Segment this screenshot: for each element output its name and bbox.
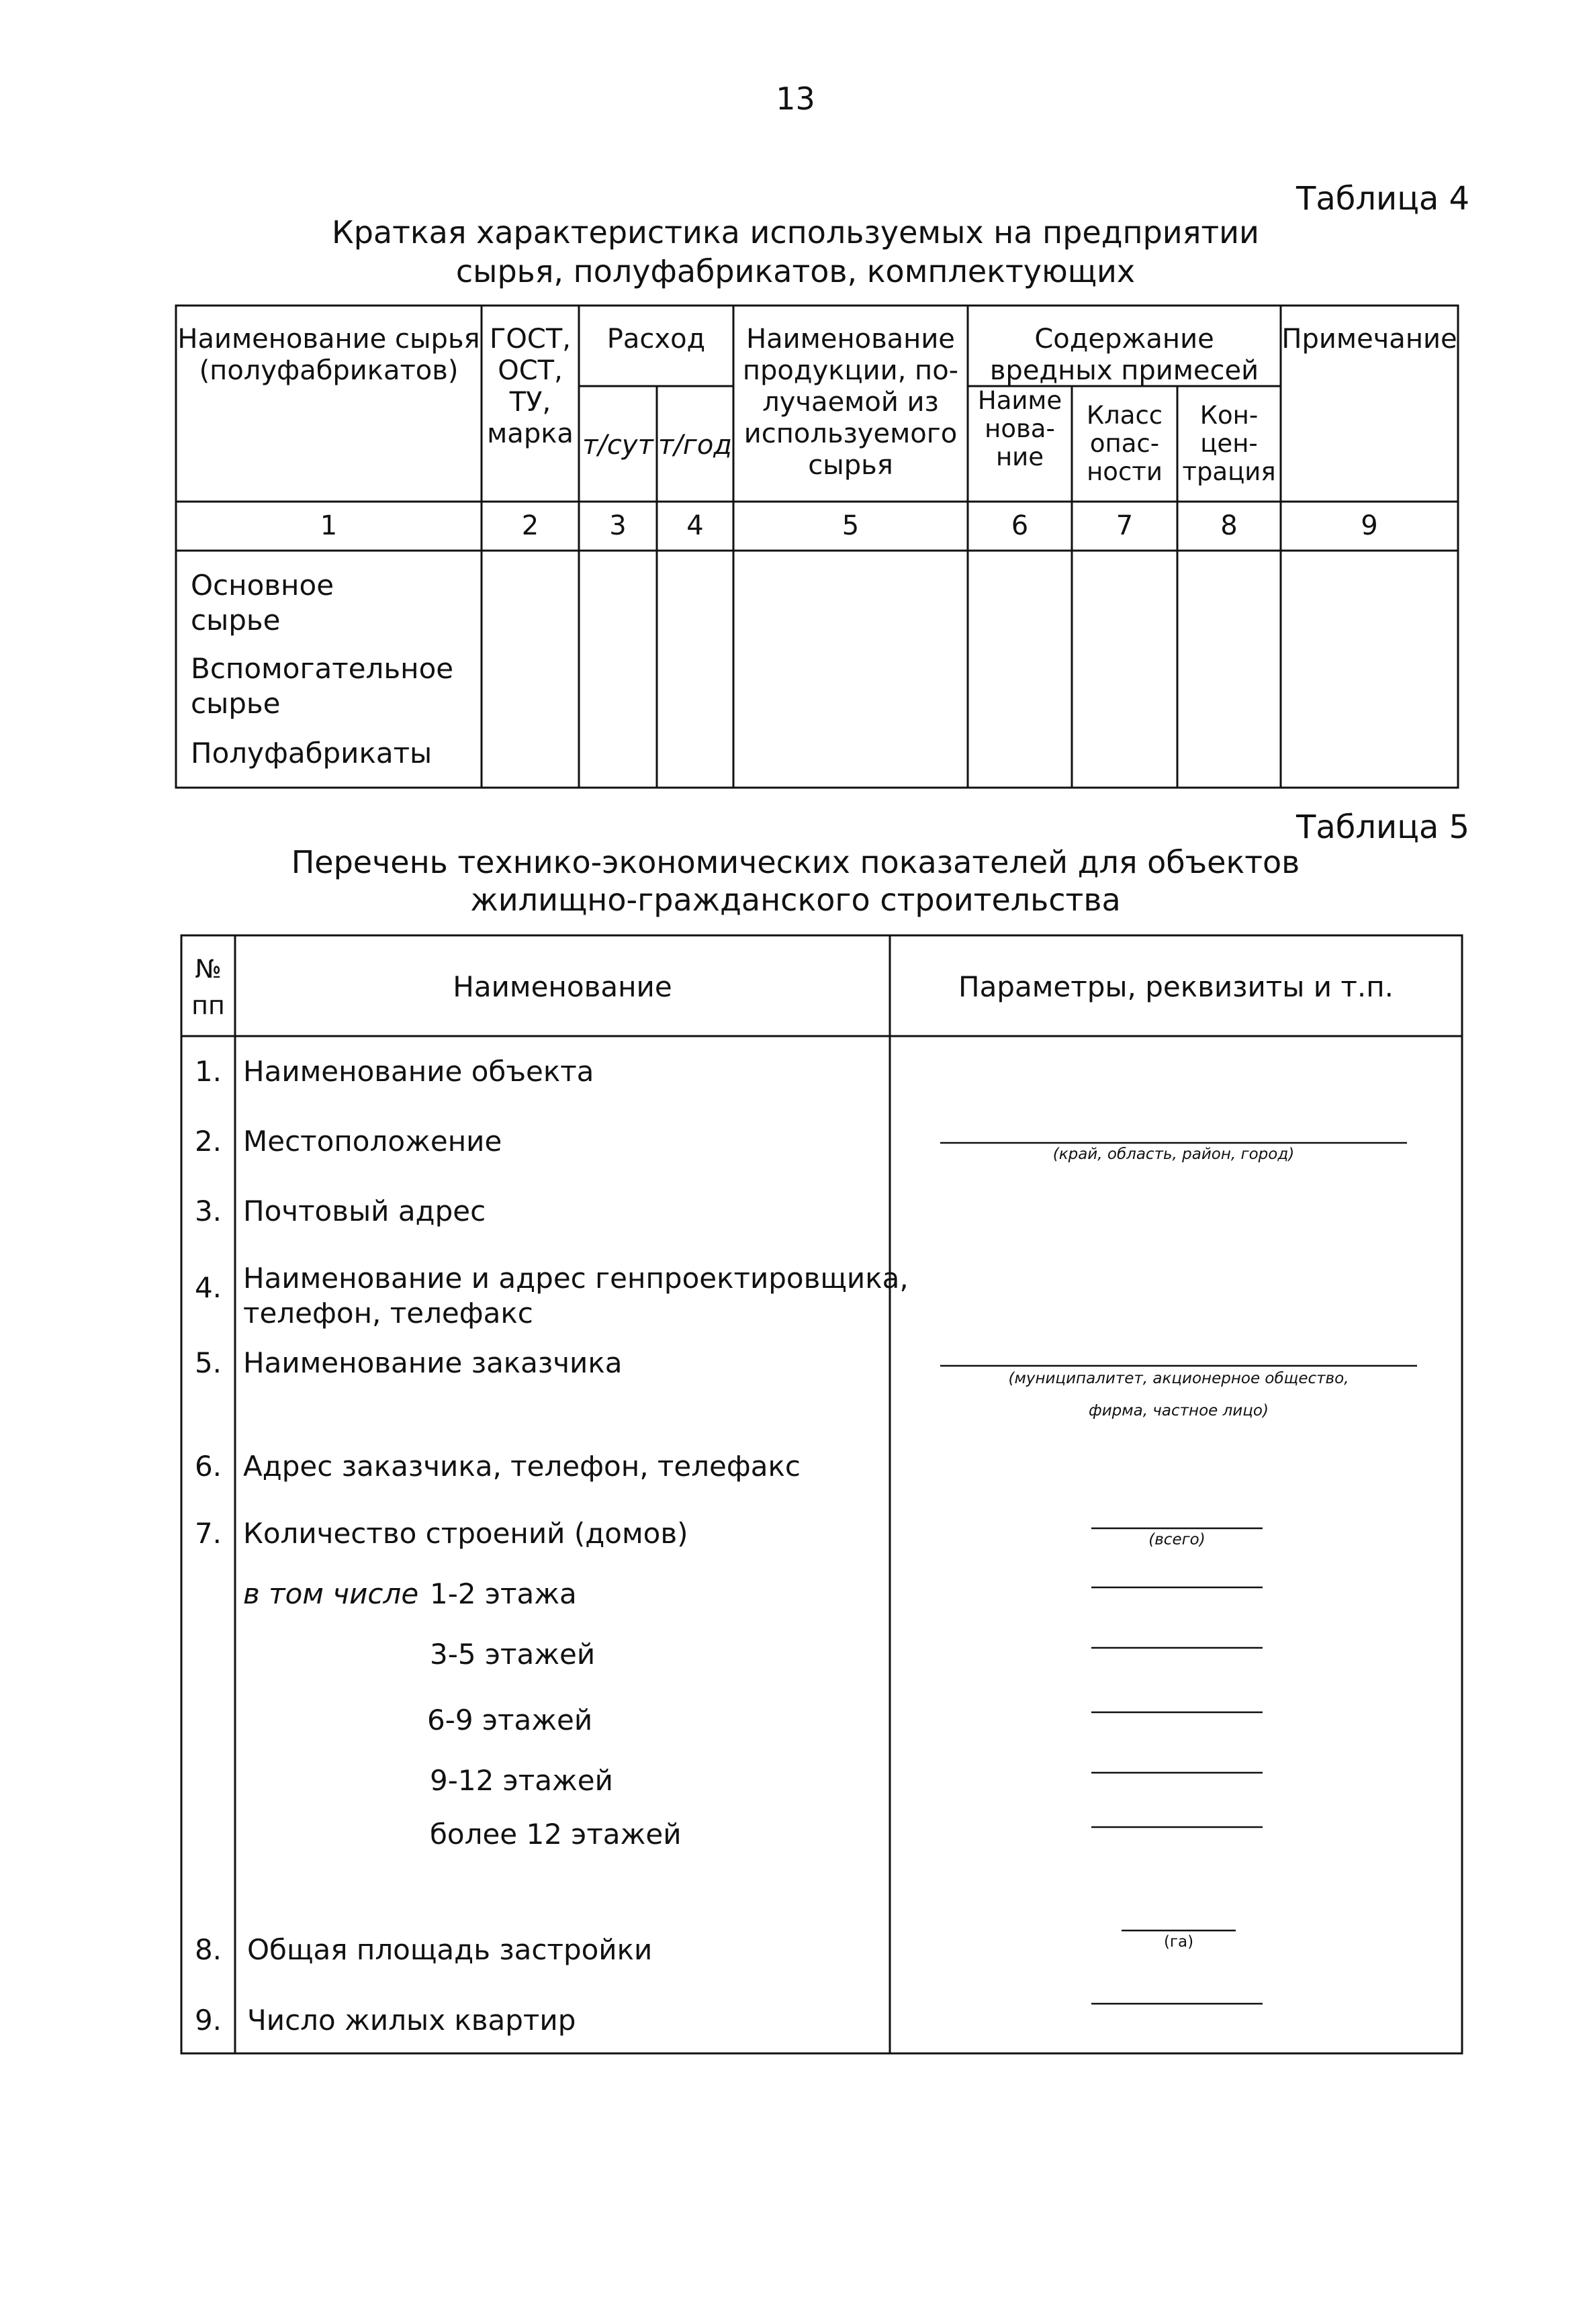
table5-frame [181, 935, 1462, 2053]
t5-row-name-line2: телефон, телефакс [243, 1297, 533, 1330]
t5-row-name: Наименование объекта [243, 1055, 594, 1088]
t4-col-number: 4 [686, 510, 704, 541]
t4-col-number: 7 [1116, 510, 1134, 541]
t5-including-label: в том числе [243, 1577, 419, 1610]
t4-header-conc-line3: трация [1182, 457, 1276, 486]
t5-header-num-line2: пп [191, 990, 225, 1020]
t4-header-gost-line4: марка [487, 418, 574, 449]
table5-caption-line1: Перечень технико-экономических показателей для объектов [291, 844, 1300, 880]
t5-row-number: 4. [194, 1271, 222, 1304]
t5-customer-note-line1: (муниципалитет, акционерное общество, [1008, 1370, 1349, 1387]
t4-col-number: 1 [320, 510, 338, 541]
page-number: 13 [776, 81, 815, 117]
t4-header-product-line5: сырья [808, 450, 893, 481]
t4-header-hazard-line1: Класс [1086, 401, 1163, 430]
t4-header-gost-line1: ГОСТ, [490, 324, 571, 355]
t4-header-gost-line2: ОСТ, [498, 355, 563, 386]
t4-header-imp-name-line1: Наиме [977, 386, 1062, 415]
t4-row-aux-line2: сырье [191, 687, 281, 720]
t4-header-impurities-line2: вредных примесей [989, 355, 1259, 386]
t4-row-main-line2: сырье [191, 604, 281, 637]
t4-header-product-line4: используемого [743, 418, 958, 449]
t5-row-number: 7. [194, 1517, 222, 1550]
t5-row-name: Число жилых квартир [247, 2004, 576, 2037]
table5-caption-line2: жилищно-гражданского строительства [470, 882, 1121, 918]
t4-header-gost-line3: ТУ, [509, 387, 551, 418]
t4-col-number: 6 [1011, 510, 1029, 541]
t4-col-number: 9 [1361, 510, 1378, 541]
table4-caption-line1: Краткая характеристика используемых на предприятии [332, 214, 1259, 250]
t5-floor-item: 1-2 этажа [430, 1577, 577, 1610]
t4-header-hazard-line3: ности [1087, 457, 1163, 486]
t5-row-name: Адрес заказчика, телефон, телефакс [243, 1450, 801, 1483]
t5-header-name: Наименование [453, 970, 672, 1003]
t5-area-unit-note: (га) [1163, 1933, 1194, 1951]
t5-row-name: Общая площадь застройки [247, 1933, 653, 1966]
t4-row-semi: Полуфабрикаты [191, 737, 433, 770]
t4-header-name-line1: Наименование сырья [177, 324, 480, 355]
t5-row-number: 2. [194, 1125, 222, 1158]
t4-col-number: 8 [1220, 510, 1238, 541]
t4-col-number: 5 [842, 510, 860, 541]
t5-floor-item: более 12 этажей [430, 1818, 682, 1851]
t4-header-imp-name-line2: нова- [985, 414, 1055, 443]
table4-caption-line2: сырья, полуфабрикатов, комплектующих [455, 253, 1136, 289]
t4-col-number: 2 [521, 510, 539, 541]
t5-customer-note-line2: фирма, частное лицо) [1089, 1402, 1269, 1420]
t5-row-number: 3. [194, 1195, 222, 1227]
t5-buildings-total-note: (всего) [1148, 1531, 1206, 1548]
t5-row-number: 1. [194, 1055, 222, 1088]
table4-label: Таблица 4 [1296, 180, 1470, 218]
t5-row-number: 6. [194, 1450, 222, 1483]
t4-header-impurities-line1: Содержание [1034, 324, 1214, 355]
t5-floor-item: 9-12 этажей [430, 1764, 613, 1797]
t5-header-params: Параметры, реквизиты и т.п. [958, 970, 1394, 1003]
t5-header-num-line1: № [195, 954, 222, 984]
t5-floor-item: 6-9 этажей [427, 1704, 593, 1736]
t5-row-number: 5. [194, 1346, 222, 1379]
t5-row-name: Количество строений (домов) [243, 1517, 688, 1550]
t4-header-product-line1: Наименование [746, 324, 955, 355]
t4-header-hazard-line2: опас- [1089, 429, 1160, 458]
t5-row-number: 9. [194, 2004, 222, 2037]
t5-row-name: Почтовый адрес [243, 1195, 486, 1227]
t4-header-per-day: т/сут [582, 430, 653, 461]
t5-location-note: (край, область, район, город) [1052, 1146, 1295, 1163]
t4-col-number: 3 [609, 510, 627, 541]
t5-row-number: 8. [194, 1933, 222, 1966]
t4-header-notes: Примечание [1281, 324, 1457, 355]
t4-row-main-line1: Основное [191, 569, 334, 602]
t5-row-name: Наименование заказчика [243, 1346, 623, 1379]
t4-header-product-line2: продукции, по- [742, 355, 959, 386]
t5-row-name-line1: Наименование и адрес генпроектировщика, [243, 1262, 909, 1295]
table5-label: Таблица 5 [1296, 808, 1470, 846]
t4-header-per-year: т/год [658, 430, 732, 461]
t4-header-imp-name-line3: ние [995, 443, 1044, 471]
t5-floor-item: 3-5 этажей [430, 1638, 596, 1671]
t5-row-name: Местоположение [243, 1125, 502, 1158]
t4-row-aux-line1: Вспомогательное [191, 652, 454, 685]
t4-header-conc-line1: Кон- [1199, 401, 1259, 430]
t4-header-name-line2: (полуфабрикатов) [199, 355, 459, 386]
t4-header-consumption: Расход [606, 324, 706, 355]
t4-header-product-line3: лучаемой из [762, 387, 939, 418]
t4-header-conc-line2: цен- [1200, 429, 1258, 458]
